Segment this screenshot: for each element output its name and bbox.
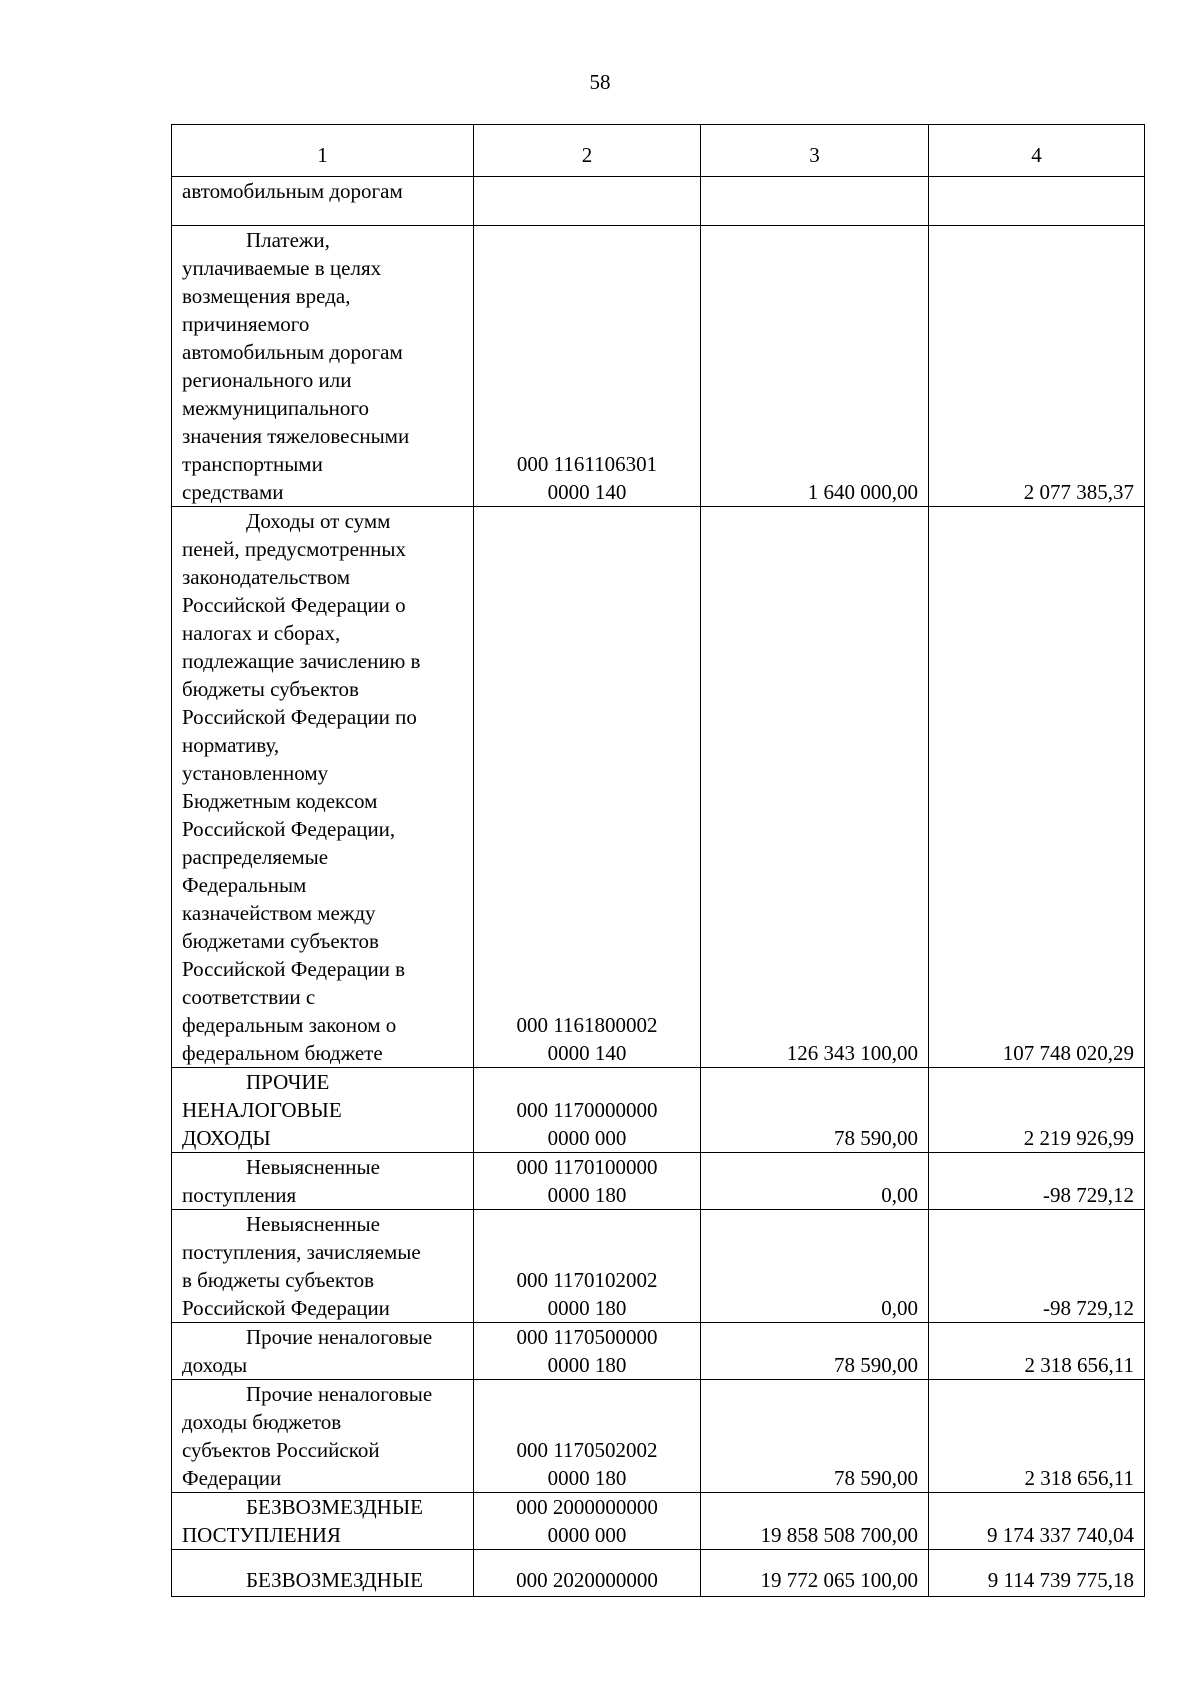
- row-plan: 19 858 508 700,00: [701, 1493, 929, 1550]
- row-name-first-line: Невыясненные: [246, 1155, 380, 1179]
- table-row: [172, 226, 1145, 507]
- table-row: [172, 177, 1145, 226]
- row-name: [172, 226, 474, 507]
- row-fact: 2 077 385,37: [929, 226, 1145, 507]
- row-fact: 2 318 656,11: [929, 1323, 1145, 1380]
- row-name: автомобильным дорогам: [172, 177, 474, 226]
- row-name: [172, 507, 474, 1068]
- row-name-first-line: Прочие неналоговые: [246, 1382, 433, 1406]
- row-fact: 9 174 337 740,04: [929, 1493, 1145, 1550]
- table-header-row: [172, 125, 1145, 177]
- row-fact: 2 318 656,11: [929, 1380, 1145, 1493]
- row-code: 000 1170502002 0000 180: [474, 1380, 701, 1493]
- row-code: 000 1161800002 0000 140: [474, 507, 701, 1068]
- row-code: 000 1170000000 0000 000: [474, 1068, 701, 1153]
- table-row: [172, 1210, 1145, 1323]
- row-plan: 78 590,00: [701, 1068, 929, 1153]
- row-name-first-line: Невыясненные: [246, 1212, 380, 1236]
- row-plan: 78 590,00: [701, 1323, 929, 1380]
- table-row: [172, 1153, 1145, 1210]
- row-code: [474, 177, 701, 226]
- row-name-rest: доходы: [182, 1353, 248, 1377]
- row-fact: -98 729,12: [929, 1153, 1145, 1210]
- column-header: 1: [172, 125, 474, 177]
- row-name: [172, 1323, 474, 1380]
- row-name: [172, 1153, 474, 1210]
- row-name-first-line: БЕЗВОЗМЕЗДНЫЕ: [246, 1568, 423, 1592]
- row-plan: 126 343 100,00: [701, 507, 929, 1068]
- row-code: 000 2020000000: [474, 1550, 701, 1597]
- row-plan: [701, 177, 929, 226]
- row-name: [172, 1550, 474, 1597]
- table-row: [172, 1550, 1145, 1597]
- row-fact: 9 114 739 775,18: [929, 1550, 1145, 1597]
- table-row: [172, 1068, 1145, 1153]
- column-header: 4: [929, 125, 1145, 177]
- row-name-first-line: Прочие неналоговые: [246, 1325, 433, 1349]
- table-row: [172, 1380, 1145, 1493]
- row-name-rest: уплачиваемые в целях возмещения вреда, причиняемого автомобильным дорогам регионального или межмуниципального значения тяжеловесными транспортными средствами: [182, 256, 410, 504]
- row-name-rest: НЕНАЛОГОВЫЕ ДОХОДЫ: [182, 1098, 342, 1150]
- table-row: [172, 1323, 1145, 1380]
- row-name: [172, 1380, 474, 1493]
- revenue-table: [171, 124, 1145, 1597]
- row-name-first-line: БЕЗВОЗМЕЗДНЫЕ: [246, 1495, 423, 1519]
- row-name-rest: поступления: [182, 1183, 297, 1207]
- row-code: 000 2000000000 0000 000: [474, 1493, 701, 1550]
- row-name-rest: поступления, зачисляемые в бюджеты субъектов Российской Федерации: [182, 1240, 421, 1320]
- row-name-first-line: Доходы от сумм: [246, 509, 391, 533]
- row-name-first-line: ПРОЧИЕ: [246, 1070, 330, 1094]
- column-header: 2: [474, 125, 701, 177]
- row-fact: -98 729,12: [929, 1210, 1145, 1323]
- row-fact: [929, 177, 1145, 226]
- row-plan: 0,00: [701, 1153, 929, 1210]
- row-plan: 19 772 065 100,00: [701, 1550, 929, 1597]
- row-name-first-line: Платежи,: [246, 228, 330, 252]
- row-fact: 2 219 926,99: [929, 1068, 1145, 1153]
- row-code: 000 1161106301 0000 140: [474, 226, 701, 507]
- row-name: [172, 1210, 474, 1323]
- table-row: [172, 1493, 1145, 1550]
- table-row: [172, 507, 1145, 1068]
- row-code: 000 1170102002 0000 180: [474, 1210, 701, 1323]
- row-name: [172, 1068, 474, 1153]
- row-plan: 78 590,00: [701, 1380, 929, 1493]
- column-header: 3: [701, 125, 929, 177]
- row-name-rest: ПОСТУПЛЕНИЯ: [182, 1523, 341, 1547]
- row-code: 000 1170100000 0000 180: [474, 1153, 701, 1210]
- row-fact: 107 748 020,29: [929, 507, 1145, 1068]
- page-number: 58: [589, 70, 611, 94]
- row-plan: 0,00: [701, 1210, 929, 1323]
- row-plan: 1 640 000,00: [701, 226, 929, 507]
- row-name-rest: доходы бюджетов субъектов Российской Федерации: [182, 1410, 380, 1490]
- row-code: 000 1170500000 0000 180: [474, 1323, 701, 1380]
- row-name: [172, 1493, 474, 1550]
- row-name-rest: пеней, предусмотренных законодательством Российской Федерации о налогах и сборах, подлежащие зачислению в бюджеты субъектов Российской Федерации по нормативу, установленному Бюджетным кодексом Российской Федерации, распределяемые Федеральным казначейством между бюджетами субъектов Российской Федерации в соответствии с федеральным законом о федеральном бюджете: [182, 537, 421, 1065]
